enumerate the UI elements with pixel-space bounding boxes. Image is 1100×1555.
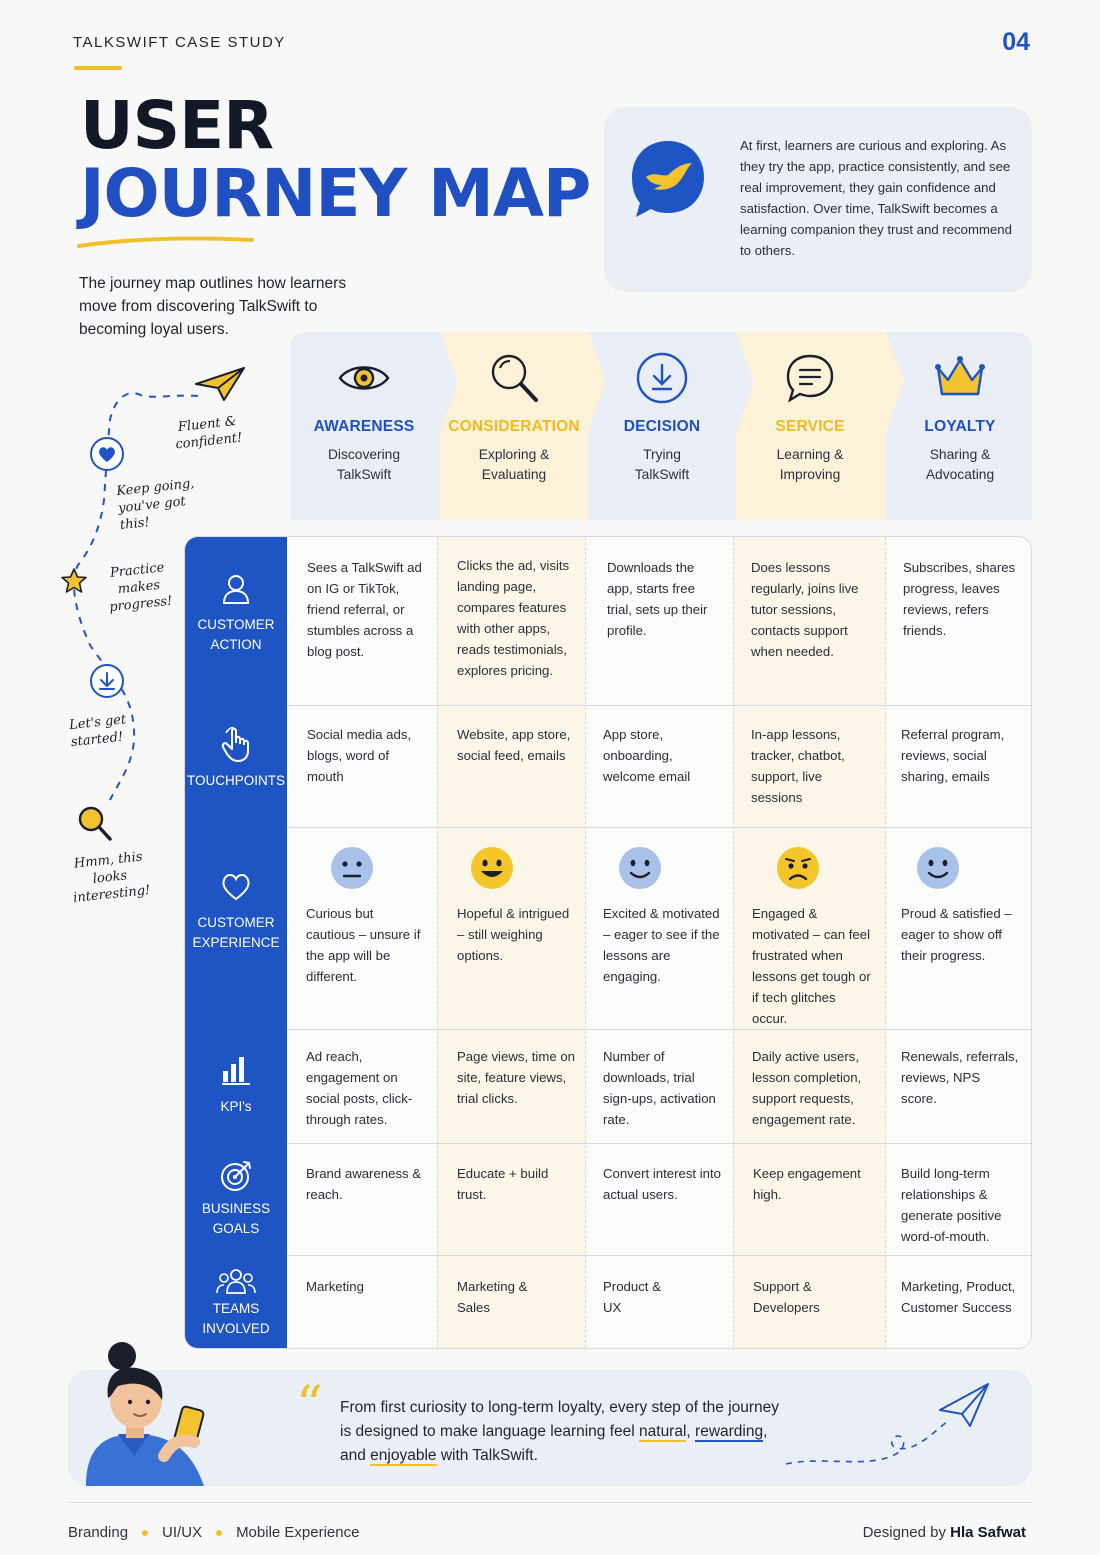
quote-mark-icon: “ <box>296 1376 323 1436</box>
girl-with-phone-illustration <box>78 1338 218 1486</box>
footer-tag-mobile: Mobile Experience <box>236 1524 360 1541</box>
doodle-fluent: Fluent & confident! <box>174 414 243 453</box>
worried-face-icon <box>775 845 821 891</box>
magnifier-doodle-icon <box>76 804 114 844</box>
footer-tag-uiux: UI/UX <box>162 1524 203 1541</box>
neutral-face-icon <box>329 845 375 891</box>
stage-consideration <box>440 332 588 520</box>
cell-experience-awareness: Curious but cautious – unsure if the app will be different. <box>306 906 421 984</box>
paper-plane-outline-icon <box>782 1380 992 1470</box>
cell-teams-service: Support & Developers <box>753 1279 820 1315</box>
cell-experience-loyalty: Proud & satisfied – eager to show off their progress. <box>901 906 1012 963</box>
paper-plane-icon <box>194 366 246 402</box>
cell-kpi-decision: Number of downloads, trial sign-ups, activation rate. <box>603 1049 716 1127</box>
footer-tag-branding: Branding <box>68 1524 129 1541</box>
cell-goals-consideration: Educate + build trust. <box>457 1166 549 1202</box>
cell-goals-service: Keep engagement high. <box>753 1166 861 1202</box>
cell-teams-consideration: Marketing & Sales <box>457 1279 528 1315</box>
summary-text: At first, learners are curious and exploring. As they try the app, practice consistently, and see real improvement, they gain confidence and satisfaction. Over time, TalkSwift becomes a learning companion they trust and recommend to others. <box>740 138 1012 258</box>
happy-face-icon <box>469 845 515 891</box>
stage-loyalty <box>886 332 1034 520</box>
eye-icon <box>336 350 392 406</box>
star-icon <box>60 567 88 595</box>
title-line-2: JOURNEY MAP <box>80 155 591 232</box>
doodle-hmm: Hmm, this looks interesting! <box>72 849 152 906</box>
doodle-practice: Practice makes progress! <box>108 560 173 616</box>
highlight-enjoyable: enjoyable <box>370 1447 437 1464</box>
header-underline <box>74 66 122 70</box>
cell-experience-decision: Excited & motivated – eager to see if the lessons are engaging. <box>603 906 720 984</box>
row-header-customer-experience: CUSTOMER EXPERIENCE <box>185 827 287 1029</box>
talkswift-logo-icon <box>628 137 708 221</box>
cell-action-awareness: Sees a TalkSwift ad on IG or TikTok, friend referral, or stumbles across a blog post. <box>307 560 422 659</box>
cell-kpi-consideration: Page views, time on site, feature views, trial clicks. <box>457 1049 576 1106</box>
footer-tags <box>68 1524 359 1541</box>
smiling-face-icon <box>915 845 961 891</box>
stage-subtitle: Discovering TalkSwift <box>327 447 401 482</box>
cell-experience-consideration: Hopeful & intrigued – still weighing options. <box>457 906 570 963</box>
row-header-kpis: KPI's <box>185 1029 287 1143</box>
bar-chart-icon <box>220 1053 252 1085</box>
download-badge-icon <box>89 663 125 699</box>
cell-teams-awareness: Marketing <box>306 1279 364 1294</box>
cell-action-consideration: Clicks the ad, visits landing page, compares features with other apps, reads testimonials, explores pricing. <box>457 558 570 678</box>
doodle-keep-going: Keep going, you've got this! <box>115 476 196 534</box>
page-title <box>80 87 591 232</box>
cell-touchpoints-decision: App store, onboarding, welcome email <box>603 727 691 784</box>
stage-subtitle: Trying TalkSwift <box>634 447 690 482</box>
highlight-rewarding: rewarding <box>695 1423 764 1440</box>
highlight-natural: natural <box>639 1423 687 1440</box>
cell-action-loyalty: Subscribes, shares progress, leaves reviews, refers friends. <box>903 560 1016 638</box>
stage-name: DECISION <box>623 418 701 435</box>
page-number: 04 <box>1002 28 1030 56</box>
bullet-dot-icon <box>142 1530 148 1536</box>
stage-name: CONSIDERATION <box>448 418 580 435</box>
cell-action-service: Does lessons regularly, joins live tutor sessions, contacts support when needed. <box>751 560 859 659</box>
download-icon <box>634 350 690 406</box>
designer-credit: Designed by Hla Safwat <box>862 1524 1026 1541</box>
cell-kpi-awareness: Ad reach, engagement on social posts, click-through rates. <box>306 1049 413 1127</box>
stage-awareness <box>290 332 438 520</box>
stage-name: AWARENESS <box>313 418 415 435</box>
case-study-label: TALKSWIFT CASE STUDY <box>73 34 286 51</box>
title-line-1: USER <box>80 87 274 164</box>
journey-matrix <box>184 536 1032 1349</box>
cell-kpi-loyalty: Renewals, referrals, reviews, NPS score. <box>901 1049 1019 1106</box>
target-icon <box>219 1159 253 1193</box>
journey-stages <box>290 332 1032 520</box>
heart-icon <box>220 871 252 901</box>
stage-name: LOYALTY <box>924 418 996 435</box>
stage-service <box>736 332 884 520</box>
footer-divider <box>68 1502 1032 1503</box>
stage-decision <box>588 332 736 520</box>
quote-text: From first curiosity to long-term loyalty, every step of the journey is designed to make language learning feel natural, rewarding, and enjoyable with TalkSwift. <box>340 1399 780 1464</box>
doodle-lets-get-started: Let's get started! <box>68 712 127 751</box>
magnifier-icon <box>486 350 542 406</box>
row-header-business-goals: BUSINESS GOALS <box>185 1143 287 1255</box>
row-header-teams-involved: TEAMS INVOLVED <box>185 1255 287 1349</box>
bullet-dot-icon <box>216 1530 222 1536</box>
row-header-customer-action: CUSTOMER ACTION <box>185 537 287 705</box>
hand-tap-icon <box>220 727 252 763</box>
cell-touchpoints-consideration: Website, app store, social feed, emails <box>457 727 571 763</box>
smiling-face-icon <box>617 845 663 891</box>
cell-touchpoints-awareness: Social media ads, blogs, word of mouth <box>307 727 412 784</box>
summary-card <box>604 107 1032 292</box>
team-icon <box>216 1267 256 1295</box>
cell-kpi-service: Daily active users, lesson completion, support requests, engagement rate. <box>752 1049 862 1127</box>
cell-teams-loyalty: Marketing, Product, Customer Success <box>901 1279 1016 1315</box>
title-swoosh-decoration <box>76 232 256 252</box>
cell-touchpoints-loyalty: Referral program, reviews, social sharing, emails <box>901 727 1005 784</box>
designer-name: Hla Safwat <box>950 1524 1026 1541</box>
stage-name: SERVICE <box>775 418 845 435</box>
cell-teams-decision: Product & UX <box>603 1279 661 1315</box>
row-header-touchpoints: TOUCHPOINTS <box>185 705 287 827</box>
stage-subtitle: Learning & Improving <box>776 447 844 482</box>
stage-subtitle: Sharing & Advocating <box>925 447 995 482</box>
cell-experience-service: Engaged & motivated – can feel frustrated when lessons get tough or if tech glitches occur. <box>752 906 871 1026</box>
crown-icon <box>932 350 988 406</box>
cell-action-decision: Downloads the app, starts free trial, sets up their profile. <box>607 560 708 638</box>
cell-goals-decision: Convert interest into actual users. <box>603 1166 722 1202</box>
user-icon <box>221 573 251 605</box>
cell-goals-awareness: Brand awareness & reach. <box>306 1166 422 1202</box>
cell-goals-loyalty: Build long-term relationships & generate positive word-of-mouth. <box>901 1166 1002 1244</box>
intro-text: The journey map outlines how learners move from discovering TalkSwift to becoming loyal users. <box>79 275 347 338</box>
stage-subtitle: Exploring & Evaluating <box>478 447 550 482</box>
cell-touchpoints-service: In-app lessons, tracker, chatbot, support, live sessions <box>751 727 845 805</box>
chat-bubble-icon <box>782 350 838 406</box>
heart-badge-icon <box>89 436 125 472</box>
